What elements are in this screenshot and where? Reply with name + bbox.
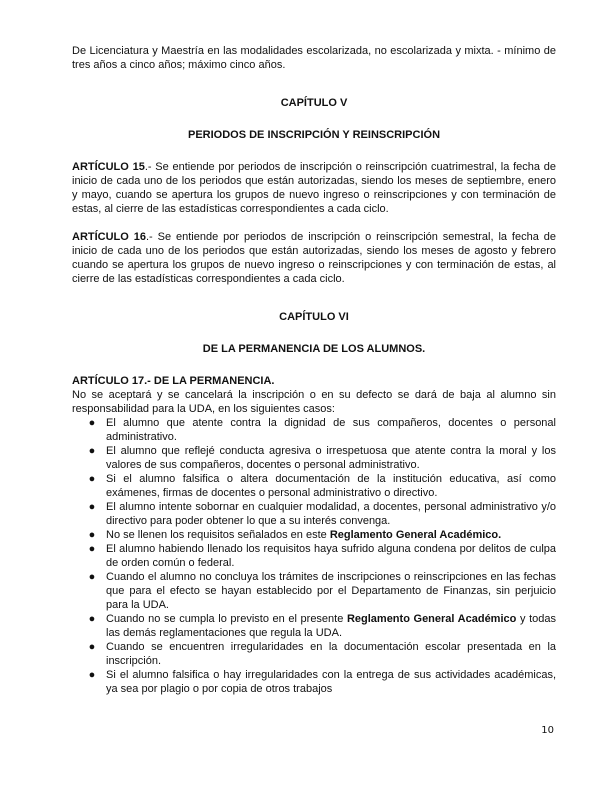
page-number: 10 (541, 725, 554, 736)
bullet-icon: ● (88, 473, 96, 485)
article-15-text: .- Se entiende por periodos de inscripción o reinscripción cuatrimestral, la fecha de inicio de cada uno de los periodos que están autorizadas, siendo los meses de septiembre, enero y mayo, cuando se apertura los grupos de nuevo ingreso o reinscripciones y con terminación de estas, al cierre de las estadísticas correspondientes a cada ciclo. (72, 161, 556, 215)
list-item: ● Si el alumno falsifica o altera documentación de la institución educativa, así como exámenes, firmas de docentes o personal administrativo o directivo. (72, 472, 556, 500)
bullet-icon: ● (88, 543, 96, 555)
regulation-name: Reglamento General Académico (346, 613, 517, 625)
bullet-icon: ● (88, 529, 96, 541)
regulation-name: Reglamento General Académico. (329, 529, 502, 541)
article-16-label: ARTÍCULO 16 (72, 231, 146, 243)
chapter-6-title: CAPÍTULO VI (279, 311, 349, 323)
permanence-case-list (72, 416, 556, 696)
bullet-icon: ● (88, 445, 96, 457)
bullet-icon: ● (88, 641, 96, 653)
list-item: ● Cuando se encuentren irregularidades en la documentación escolar presentada en la inscripción. (72, 640, 556, 668)
article-16-text: .- Se entiende por periodos de inscripción o reinscripción semestral, la fecha de inicio de cada uno de los periodos que están autorizadas, siendo los meses de agosto y febrero cuando se apertura los grupos de nuevo ingreso o reinscripciones y con terminación de estas, al cierre de las estadísticas correspondientes a cada ciclo. (72, 231, 556, 285)
bullet-icon: ● (88, 613, 96, 625)
list-item: ● El alumno que reflejé conducta agresiva o irrespetuosa que atente contra la moral y los valores de sus compañeros, docentes o personal administrativo. (72, 444, 556, 472)
article-17-heading: ARTÍCULO 17.- DE LA PERMANENCIA. (72, 375, 275, 387)
article-15-label: ARTÍCULO 15 (72, 161, 145, 173)
list-item: ● Cuando no se cumpla lo previsto en el presente Reglamento General Académico y todas las demás reglamentaciones que regula la UDA. (72, 612, 556, 640)
list-item: ● Cuando el alumno no concluya los trámites de inscripciones o reinscripciones en las fechas que para el efecto se hayan establecido por el Departamento de Finanzas, sin perjuicio para la UDA. (72, 570, 556, 612)
article-15-paragraph (72, 160, 556, 216)
article-16-paragraph (72, 230, 556, 286)
bullet-icon: ● (88, 501, 96, 513)
list-item: ● El alumno que atente contra la dignidad de sus compañeros, docentes o personal administrativo. (72, 416, 556, 444)
bullet-icon: ● (88, 571, 96, 583)
list-item: ● El alumno habiendo llenado los requisitos haya sufrido alguna condena por delitos de culpa de orden común o federal. (72, 542, 556, 570)
list-item: ● No se llenen los requisitos señalados en este Reglamento General Académico. (72, 528, 556, 542)
chapter-6-subtitle: DE LA PERMANENCIA DE LOS ALUMNOS. (202, 343, 426, 355)
bullet-icon: ● (88, 417, 96, 429)
list-item: ● El alumno intente sobornar en cualquier modalidad, a docentes, personal administrativo y/o directivo para poder obtener lo que a su interés convenga. (72, 500, 556, 528)
intro-paragraph: De Licenciatura y Maestría en las modalidades escolarizada, no escolarizada y mixta. - mínimo de tres años a cinco años; máximo cinco años. (72, 45, 556, 71)
document-page (72, 44, 556, 696)
chapter-5-subtitle: PERIODOS DE INSCRIPCIÓN Y REINSCRIPCIÓN (187, 129, 441, 141)
article-17-intro: No se aceptará y se cancelará la inscripción o en su defecto se dará de baja al alumno sin responsabilidad para la UDA, en los siguientes casos: (72, 389, 556, 415)
list-item: ● Si el alumno falsifica o hay irregularidades con la entrega de sus actividades académicas, ya sea por plagio o por copia de otros trabajos (72, 668, 556, 696)
chapter-5-title: CAPÍTULO V (280, 97, 348, 109)
bullet-icon: ● (88, 669, 96, 681)
